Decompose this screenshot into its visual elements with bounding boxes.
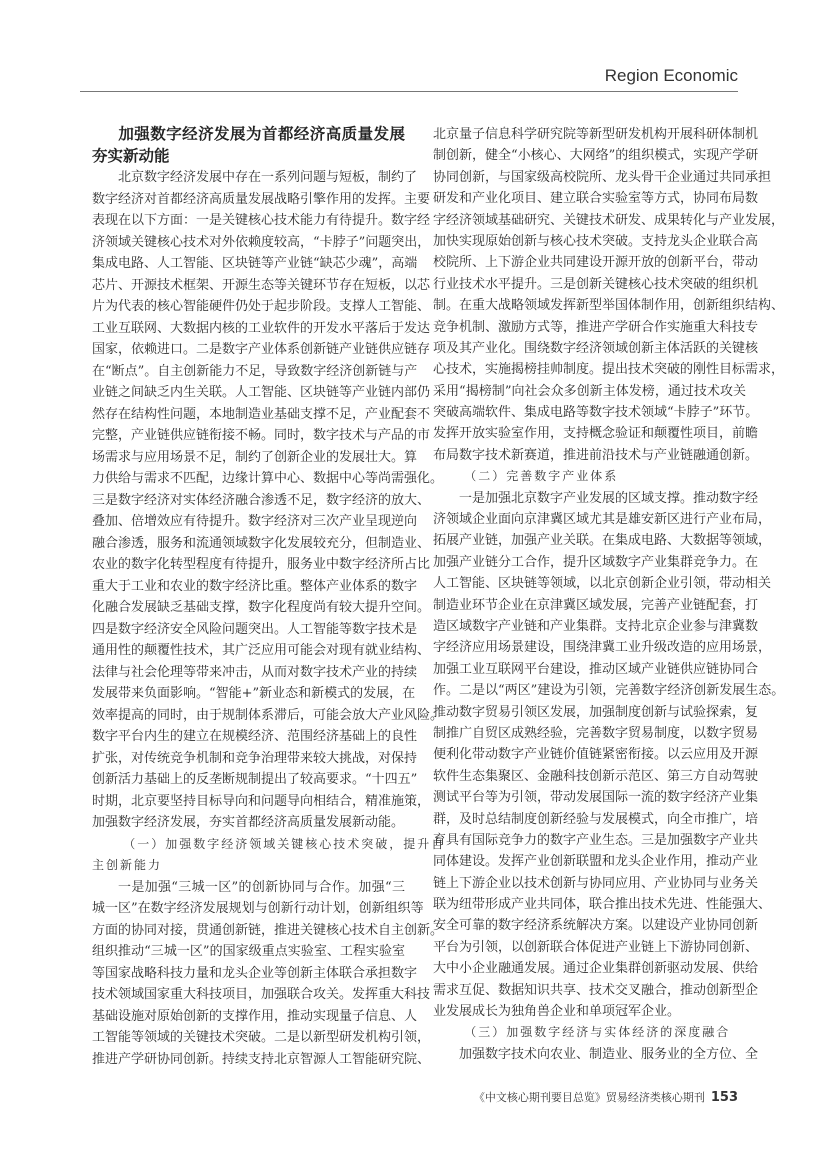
text-line: 发挥开放实验室作用，支持概念验证和颠覆性项目，前瞻	[433, 426, 759, 442]
text-line: 技术领域国家重大科技项目，加强联合攻关。发挥重大科技	[92, 987, 431, 1002]
text-line: 平台为引领，以创新联合体促进产业链上下游协同创新、	[433, 939, 759, 955]
text-line: 人工智能、区块链等领域，以北京创新企业引领，带动相关	[433, 576, 772, 592]
text-line: 基础设施对原始创新的支撑作用，推动实现量子信息、人	[92, 1008, 418, 1024]
page-number: 153	[710, 1090, 738, 1105]
text-line: 同体建设。发挥产业创新联盟和龙头企业作用，推动产业	[433, 854, 759, 870]
right-column	[433, 124, 785, 1065]
text-line: 集成电路、人工智能、区块链等产业链“缺芯少魂”，高端	[92, 256, 418, 271]
text-line: 四是数字经济安全风险问题突出。人工智能等数字技术是	[92, 621, 418, 637]
text-line: 化融合发展缺乏基础支撑，数字化程度尚有较大提升空间。	[92, 600, 431, 615]
text-line: 工智能等领域的关键技术突破。二是以新型研发机构引领，	[92, 1030, 431, 1045]
text-line: 一是加强“三城一区”的创新协同与合作。加强“三	[118, 879, 405, 895]
text-line: 创新活力基础上的反垄断规制提出了较高要求。“十四五”	[92, 772, 418, 787]
text-line: 国家，依赖进口。二是数字产业体系创新链产业链供应链存	[92, 342, 431, 357]
text-line: 北京数字经济发展中存在一系列问题与短板，制约了	[118, 170, 418, 185]
text-line: 主创新能力	[92, 858, 163, 872]
text-line: 加强数字经济发展为首都经济高质量发展	[118, 125, 405, 143]
page-footer	[474, 1089, 738, 1105]
text-line: 三是数字经济对实体经济融合渗透不足，数字经济的放大、	[92, 492, 431, 508]
text-line: 制。在重大战略领域发挥新型举国体制作用，创新组织结构、	[433, 298, 785, 314]
text-line: 加强数字经济发展，夯实首都经济高质量发展新动能。	[92, 815, 405, 830]
paragraph	[92, 877, 444, 1071]
text-line: 力供给与需求不匹配，边缘计算中心、数据中心等尚需强化。	[92, 471, 444, 486]
text-line: 业链之间缺乏内生关联。人工智能、区块链等产业链内部仍	[92, 385, 431, 400]
text-line: 造区域数字产业链和产业集群。支持北京企业参与津冀数	[433, 618, 759, 634]
text-line: 济领域企业面向京津冀区域尤其是雄安新区进行产业布局，	[433, 512, 772, 528]
text-line: 采用“揭榜制”向社会众多创新主体发榜，通过技术攻关	[433, 383, 746, 399]
text-line: 场需求与应用场景不足，制约了创新企业的发展壮大。算	[92, 449, 418, 465]
text-line: 法律与社会伦理等带来冲击，从而对数字技术产业的持续	[92, 664, 418, 680]
text-line: 大中小企业融通发展。通过企业集群创新驱动发展、供给	[433, 961, 759, 977]
text-line: 加强产业链分工合作，提升区域数字产业集群竞争力。在	[433, 554, 759, 570]
text-line: 方面的协同对接，贯通创新链，推进关键核心技术自主创新。	[92, 922, 444, 938]
footer-journal: 《中文核心期刊要目总览》贸易经济类核心期刊	[473, 1091, 705, 1104]
text-line: 然存在结构性问题，本地制造业基础支撑不足，产业配套不	[92, 406, 431, 422]
text-line: 心技术，实施揭榜挂帅制度。提出技术突破的刚性目标需求，	[433, 362, 785, 378]
text-line: 融合渗透，服务和流通领域数字化发展较充分，但制造业、	[92, 535, 431, 551]
text-line: 校院所、上下游企业共同建设开源开放的创新平台，带动	[433, 255, 759, 271]
text-line: 制创新，健全“小核心、大网络”的组织模式，实现产学研	[433, 148, 759, 164]
paragraph	[433, 124, 785, 466]
paragraph	[433, 488, 785, 1023]
text-line: 字经济领域基础研究、关键技术研发、成果转化与产业发展，	[433, 212, 785, 228]
text-line: 加快实现原始创新与核心技术突破。支持龙头企业联合高	[433, 233, 759, 249]
text-line: 扩张，对传统竞争机制和竞争治理带来较大挑战，对保持	[92, 750, 418, 766]
text-line: 数字经济对首都经济高质量发展战略引擎作用的发挥。主要	[92, 191, 431, 207]
text-line: 测试平台等为引领，带动发展国际一流的数字经济产业集	[433, 790, 759, 806]
text-line: 协同创新，与国家级高校院所、龙头骨干企业通过共同承担	[433, 169, 772, 185]
text-line: 行业技术水平提升。三是创新关键核心技术突破的组织机	[433, 276, 759, 292]
text-line: 突破高端软件、集成电路等数字技术领域“卡脖子”环节。	[433, 405, 759, 421]
running-header-section: Region Economic	[604, 66, 738, 85]
text-line: 链上下游企业以技术创新与协同应用、产业协同与业务关	[433, 875, 759, 891]
text-line: 数字平台内生的建立在规模经济、范围经济基础上的良性	[92, 729, 418, 744]
text-line: （三）加强数字经济与实体经济的深度融合	[464, 1025, 731, 1040]
article-title	[92, 124, 405, 167]
header-rule	[80, 91, 738, 92]
text-line: 济领域关键核心技术对外依赖度较高，“卡脖子”问题突出，	[92, 234, 431, 250]
section-heading	[433, 466, 746, 487]
text-line: 夯实新动能	[92, 146, 170, 165]
text-line: 重大于工业和农业的数字经济比重。整体产业体系的数字	[92, 578, 418, 594]
text-line: 组织推动“三城一区”的国家级重点实验室、工程实验室	[92, 944, 405, 959]
text-line: 等国家战略科技力量和龙头企业等创新主体联合承担数字	[92, 965, 418, 981]
text-line: 安全可靠的数字经济系统解决方案。以建设产业协同创新	[433, 918, 759, 934]
text-line: 育具有国际竞争力的数字产业生态。三是加强数字产业共	[433, 832, 759, 848]
text-line: （一）加强数字经济领域关键核心技术突破，提升自	[123, 836, 446, 851]
text-line: 农业的数字化转型程度有待提升，服务业中数字经济所占比	[92, 557, 431, 572]
text-line: 发展带来负面影响。“智能+”新业态和新模式的发展，在	[92, 686, 416, 701]
paragraph	[92, 167, 444, 834]
section-heading	[433, 1022, 746, 1043]
text-line: 北京量子信息科学研究院等新型研发机构开展科研体制机	[433, 127, 759, 142]
text-line: 完整，产业链供应链衔接不畅。同时，数字技术与产品的市	[92, 428, 431, 443]
text-line: 城一区”在数字经济发展规划与创新行动计划，创新组织等	[92, 901, 424, 916]
text-line: 研发和产业化项目、建立联合实验室等方式，协同布局数	[433, 191, 759, 207]
text-line: 表现在以下方面：一是关键核心技术能力有待提升。数字经	[92, 213, 431, 228]
text-line: 制推广自贸区成熟经验，完善数字贸易制度，以数字贸易	[433, 725, 759, 741]
text-line: 软件生态集聚区、金融科技创新示范区、第三方自动驾驶	[433, 768, 759, 784]
text-line: 叠加、倍增效应有待提升。数字经济对三次产业呈现逆向	[92, 514, 418, 529]
text-line: 推动数字贸易引领区发展，加强制度创新与试验探索，复	[433, 704, 759, 720]
text-line: 竞争机制、激励方式等，推进产学研合作实施重大科技专	[433, 319, 759, 335]
text-line: 时期，北京要坚持目标导向和问题导向相结合，精准施策，	[92, 793, 431, 809]
text-line: 芯片、开源技术框架、开源生态等关键环节存在短板，以芯	[92, 277, 431, 293]
text-line: 业发展成长为独角兽企业和单项冠军企业。	[433, 1004, 681, 1020]
text-line: 推进产学研协同创新。持续支持北京智源人工智能研究院、	[92, 1051, 431, 1067]
text-line: 片为代表的核心智能硬件仍处于起步阶段。支撑人工智能、	[92, 299, 431, 314]
text-line: （二）完善数字产业体系	[464, 469, 619, 484]
text-line: 群，及时总结制度创新经验与发展模式，向全市推广，培	[433, 811, 759, 827]
text-line: 便利化带动数字产业链价值链紧密衔接。以云应用及开源	[433, 747, 759, 763]
text-line: 通用性的颠覆性技术，其广泛应用可能会对现有就业结构、	[92, 643, 431, 658]
text-line: 字经济应用场景建设，围绕津冀工业升级改造的应用场景，	[433, 640, 772, 656]
text-line: 加强工业互联网平台建设，推动区域产业链供应链协同合	[433, 661, 759, 677]
paragraph	[433, 1044, 759, 1065]
text-line: 作。二是以“两区”建设为引领，完善数字经济创新发展生态。	[433, 683, 785, 699]
text-line: 联为纽带形成产业共同体，联合推出技术先进、性能强大、	[433, 897, 772, 913]
text-line: 加强数字技术向农业、制造业、服务业的全方位、全	[459, 1046, 759, 1062]
text-line: 项及其产业化。围绕数字经济领域创新主体活跃的关键核	[433, 340, 759, 356]
text-line: 拓展产业链，加强产业关联。在集成电路、大数据等领域，	[433, 533, 772, 549]
text-line: 工业互联网、大数据内核的工业软件的开发水平落后于发达	[92, 320, 431, 336]
text-line: 在“断点”。自主创新能力不足，导致数字经济创新链与产	[92, 363, 418, 379]
left-column	[92, 124, 446, 1070]
text-line: 一是加强北京数字产业发展的区域支撑。推动数字经	[459, 490, 759, 506]
text-line: 效率提高的同时，由于规制体系滞后，可能会放大产业风险。	[92, 707, 444, 723]
text-line: 布局数字技术新赛道，推进前沿技术与产业链融通创新。	[433, 447, 759, 463]
text-line: 需求互促、数据知识共享、技术交叉融合，推动创新型企	[433, 982, 759, 998]
text-line: 制造业环节企业在京津冀区域发展，完善产业链配套，打	[433, 597, 759, 613]
section-heading	[92, 834, 446, 877]
